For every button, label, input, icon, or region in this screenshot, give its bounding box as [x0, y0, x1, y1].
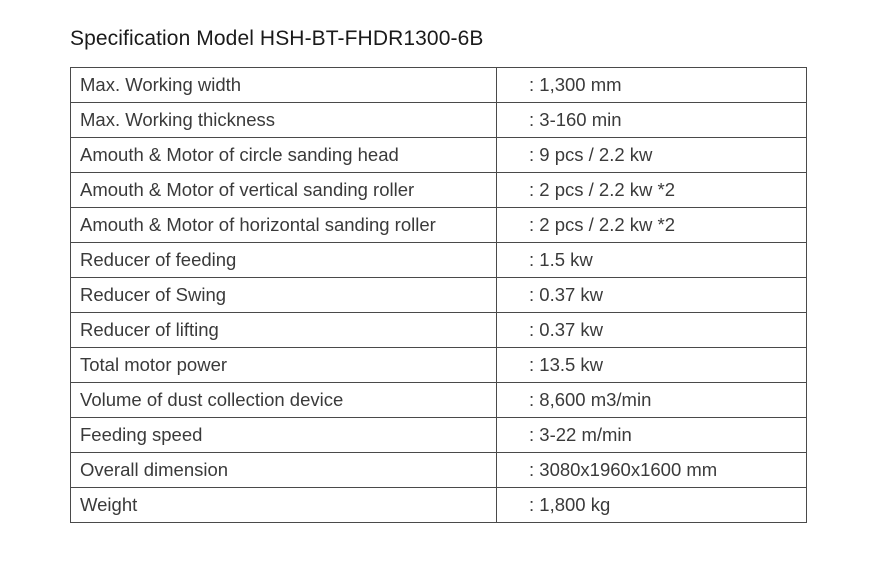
table-row: [71, 208, 807, 243]
spec-value: : 1,800 kg: [497, 488, 807, 523]
table-row: [71, 383, 807, 418]
table-row: [71, 453, 807, 488]
spec-label: Total motor power: [71, 348, 497, 383]
spec-value: : 3-22 m/min: [497, 418, 807, 453]
spec-value: : 8,600 m3/min: [497, 383, 807, 418]
spec-value: : 1,300 mm: [497, 68, 807, 103]
spec-value: : 2 pcs / 2.2 kw *2: [497, 173, 807, 208]
table-row: [71, 488, 807, 523]
spec-value: : 2 pcs / 2.2 kw *2: [497, 208, 807, 243]
spec-label: Volume of dust collection device: [71, 383, 497, 418]
spec-value: : 13.5 kw: [497, 348, 807, 383]
spec-label: Amouth & Motor of circle sanding head: [71, 138, 497, 173]
table-row: [71, 348, 807, 383]
spec-value: : 3-160 min: [497, 103, 807, 138]
table-row: [71, 173, 807, 208]
spec-label: Overall dimension: [71, 453, 497, 488]
spec-label: Reducer of Swing: [71, 278, 497, 313]
spec-value: : 3080x1960x1600 mm: [497, 453, 807, 488]
spec-value: : 0.37 kw: [497, 278, 807, 313]
spec-value: : 1.5 kw: [497, 243, 807, 278]
table-row: [71, 103, 807, 138]
table-row: [71, 68, 807, 103]
table-row: [71, 313, 807, 348]
table-row: [71, 243, 807, 278]
spec-label: Feeding speed: [71, 418, 497, 453]
specification-table: [70, 67, 807, 523]
table-row: [71, 278, 807, 313]
table-row: [71, 418, 807, 453]
spec-label: Amouth & Motor of horizontal sanding roller: [71, 208, 497, 243]
specification-table-body: [71, 68, 807, 523]
spec-label: Amouth & Motor of vertical sanding roller: [71, 173, 497, 208]
spec-value: : 0.37 kw: [497, 313, 807, 348]
page-title: Specification Model HSH-BT-FHDR1300-6B: [70, 27, 484, 50]
spec-label: Reducer of lifting: [71, 313, 497, 348]
spec-label: Weight: [71, 488, 497, 523]
table-row: [71, 138, 807, 173]
spec-label: Reducer of feeding: [71, 243, 497, 278]
spec-value: : 9 pcs / 2.2 kw: [497, 138, 807, 173]
spec-label: Max. Working thickness: [71, 103, 497, 138]
spec-label: Max. Working width: [71, 68, 497, 103]
